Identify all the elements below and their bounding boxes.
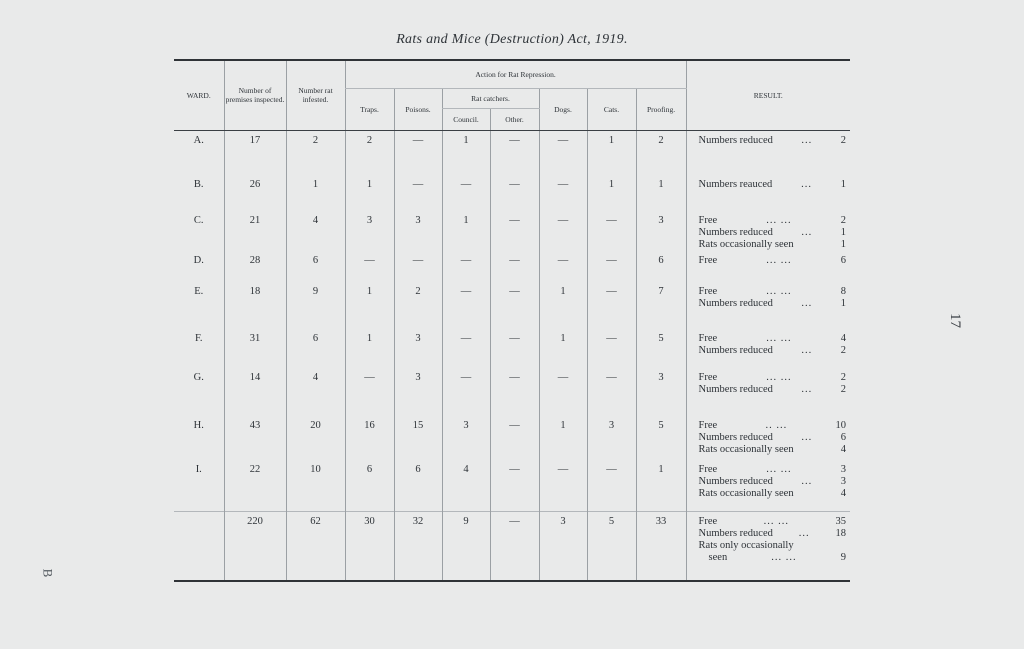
cell-ward [174,511,224,581]
result-count: 2 [840,372,847,383]
cell-council: 4 [442,460,490,511]
cell-result [686,251,850,282]
cell-proofing: 3 [636,368,686,416]
page-title: Rats and Mice (Destruction) Act, 1919. [396,32,628,47]
header-ward: WARD. [174,60,224,130]
result-line [687,333,851,345]
cell-other: — [490,282,539,329]
result-line [687,488,851,500]
result-leader-dots: ... [798,527,810,539]
cell-council: 3 [442,416,490,460]
result-count: 35 [835,515,847,527]
result-line [687,255,851,267]
result-line [687,239,851,251]
cell-infested: 9 [286,282,345,329]
cell-dogs: — [539,130,587,175]
cell-council: — [442,251,490,282]
cell-dogs: — [539,175,587,211]
table-row [174,175,850,211]
cell-traps: 16 [345,416,394,460]
result-line [687,540,851,552]
result-count: 4 [840,488,847,499]
header-rat-infested: Number rat infested. [286,60,345,130]
result-leader-dots: ... [801,384,813,395]
header-poisons: Poisons. [394,88,442,130]
result-label: Numbers reduced [698,227,773,238]
cell-result [686,460,850,511]
cell-result [686,368,850,416]
result-label: Numbers reduced [698,476,773,487]
result-count: 3 [840,476,847,487]
result-label: Rats occasionally seen [698,488,794,499]
table-row [174,329,850,368]
cell-ward: A. [193,134,204,146]
cell-poisons: — [394,251,442,282]
cell-council: 1 [442,211,490,251]
cell-cats: — [587,329,636,368]
result-leader-dots: ... [801,298,813,309]
cell-premises: 21 [224,211,286,251]
cell-poisons: 2 [394,282,442,329]
cell-cats: — [587,368,636,416]
cell-premises: 43 [224,416,286,460]
cell-premises: 14 [224,368,286,416]
cell-cats: 3 [587,416,636,460]
totals-row [174,511,850,581]
cell-council: — [442,329,490,368]
cell-dogs: 1 [539,282,587,329]
header-dogs: Dogs. [539,88,587,130]
cell-cats: 1 [587,175,636,211]
cell-other: — [490,329,539,368]
result-count: 2 [840,345,847,356]
cell-traps: 1 [345,175,394,211]
cell-premises: 17 [224,130,286,175]
cell-proofing: 5 [636,416,686,460]
cell-traps: 2 [345,130,394,175]
table-row [174,251,850,282]
result-leader-dots: ... [801,476,813,487]
result-label: Numbers reduced [698,527,773,539]
cell-infested: 10 [286,460,345,511]
result-line [687,432,851,444]
cell-ward: D. [193,255,204,266]
result-line [687,528,851,540]
cell-other: — [490,251,539,282]
cell-dogs: 3 [539,511,587,581]
result-leader-dots: ... [801,134,813,146]
cell-cats: — [587,282,636,329]
result-line [687,135,851,147]
cell-proofing: 3 [636,211,686,251]
table-row [174,211,850,251]
cell-premises: 18 [224,282,286,329]
cell-other: — [490,511,539,581]
page-number: 17 [947,313,963,328]
cell-proofing: 2 [636,130,686,175]
cell-other: — [490,175,539,211]
result-count: 6 [840,255,847,266]
cell-dogs: — [539,211,587,251]
result-line [687,420,851,432]
cell-premises: 28 [224,251,286,282]
cell-poisons: — [394,175,442,211]
result-leader-dots [794,488,841,500]
result-label: Numbers reduced [698,134,773,146]
table-row [174,130,850,175]
cell-traps: 3 [345,211,394,251]
cell-infested: 6 [286,251,345,282]
cell-dogs: 1 [539,329,587,368]
header-premises-inspected: Number of premises inspected. [224,60,286,130]
header-proofing: Proofing. [636,88,686,130]
result-count: 1 [840,239,847,250]
result-label: Free [698,215,718,226]
margin-mark: B [40,568,56,578]
cell-ward: E. [194,286,204,297]
cell-result [686,511,850,581]
cell-result [686,329,850,368]
result-count: 1 [840,179,847,190]
cell-ward: I. [195,464,202,475]
result-count: 2 [840,384,847,395]
cell-council: 9 [442,511,490,581]
cell-traps: — [345,251,394,282]
result-label: Numbers reduced [698,384,773,395]
cell-poisons: 6 [394,460,442,511]
cell-cats: 1 [587,130,636,175]
cell-traps: 1 [345,329,394,368]
result-label: Free [698,255,718,266]
result-leader-dots [794,444,841,456]
result-count: 1 [840,298,847,309]
result-count: 18 [835,527,847,539]
header-council: Council. [442,108,490,130]
cell-other: — [490,368,539,416]
cell-council: — [442,175,490,211]
cell-proofing: 33 [636,511,686,581]
cell-proofing: 1 [636,460,686,511]
cell-poisons: 3 [394,329,442,368]
result-count: 4 [840,444,847,455]
result-line [687,552,851,564]
cell-dogs: — [539,251,587,282]
result-line [687,345,851,357]
cell-other: — [490,460,539,511]
header-other: Other. [490,108,539,130]
cell-poisons: 15 [394,416,442,460]
cell-ward: H. [193,420,204,431]
cell-infested: 6 [286,329,345,368]
result-leader-dots: ... [801,179,812,190]
cell-ward: G. [193,372,204,383]
result-label: Free [698,464,718,475]
cell-infested: 4 [286,211,345,251]
cell-proofing: 5 [636,329,686,368]
cell-infested: 62 [286,511,345,581]
result-line [687,444,851,456]
result-line [687,227,851,239]
result-label: seen [708,551,728,563]
cell-cats: 5 [587,511,636,581]
result-leader-dots: ... ... [766,333,792,344]
cell-infested: 20 [286,416,345,460]
result-line [687,298,851,310]
result-count: 6 [840,432,847,443]
header-traps: Traps. [345,88,394,130]
result-label: Numbers reduced [698,345,773,356]
result-leader-dots: ... ... [766,464,792,475]
cell-premises: 31 [224,329,286,368]
header-result: RESULT. [686,60,850,130]
result-leader-dots: ... ... [766,215,792,226]
result-label: Rats occasionally seen [698,444,794,455]
cell-proofing: 6 [636,251,686,282]
result-line [687,384,851,396]
cell-dogs: — [539,460,587,511]
result-leader-dots: ... [801,432,813,443]
cell-premises: 22 [224,460,286,511]
result-label: Free [698,420,718,431]
result-label: Free [698,333,718,344]
cell-result [686,416,850,460]
result-leader-dots: ... ... [763,515,790,527]
result-count: 8 [840,286,847,297]
result-line [687,516,851,528]
cell-traps: 30 [345,511,394,581]
result-count: 9 [840,551,847,563]
result-count: 2 [840,215,847,226]
result-leader-dots: ... ... [766,372,792,383]
cell-council: — [442,368,490,416]
result-label: Rats occasionally seen [698,239,794,250]
table-row [174,416,850,460]
cell-proofing: 7 [636,282,686,329]
result-count: 2 [840,134,847,146]
table-row [174,368,850,416]
result-line [687,476,851,488]
cell-traps: — [345,368,394,416]
result-leader-dots [794,239,841,251]
cell-premises: 26 [224,175,286,211]
result-count: 4 [840,333,847,344]
cell-infested: 4 [286,368,345,416]
table-row [174,282,850,329]
cell-dogs: 1 [539,416,587,460]
cell-premises: 220 [224,511,286,581]
cell-cats: — [587,460,636,511]
cell-cats: — [587,211,636,251]
result-line [687,464,851,476]
table-row [174,460,850,511]
cell-ward: C. [193,215,204,226]
header-action-for-rat-repression: Action for Rat Repression. [345,60,686,88]
cell-traps: 6 [345,460,394,511]
cell-other: — [490,416,539,460]
cell-result [686,130,850,175]
cell-result [686,175,850,211]
result-leader-dots: ... ... [766,255,792,266]
result-count: 3 [840,464,847,475]
result-line [687,286,851,298]
cell-result [686,282,850,329]
cell-poisons: — [394,130,442,175]
result-line [687,372,851,384]
table-body [174,130,850,581]
cell-council: — [442,282,490,329]
cell-poisons: 32 [394,511,442,581]
cell-traps: 1 [345,282,394,329]
cell-proofing: 1 [636,175,686,211]
result-leader-dots: ... ... [771,551,797,563]
cell-ward: F. [194,333,203,344]
cell-poisons: 3 [394,211,442,251]
cell-cats: — [587,251,636,282]
result-label: Free [698,372,718,383]
cell-dogs: — [539,368,587,416]
cell-infested: 2 [286,130,345,175]
rat-repression-table [174,59,850,582]
header-rat-catchers: Rat catchers. [442,88,539,108]
result-leader-dots: ... [801,227,813,238]
cell-infested: 1 [286,175,345,211]
result-leader-dots: ... ... [766,286,792,297]
result-label: Numbers reauced [698,179,773,190]
result-label: Free [698,515,718,527]
cell-result [686,211,850,251]
result-label: Free [698,286,718,297]
result-label: Numbers reduced [698,298,773,309]
cell-ward: B. [193,179,204,190]
result-leader-dots: ... [801,345,813,356]
result-label: Numbers reduced [698,432,773,443]
header-cats: Cats. [587,88,636,130]
result-count: 1 [840,227,847,238]
cell-other: — [490,211,539,251]
cell-poisons: 3 [394,368,442,416]
cell-council: 1 [442,130,490,175]
result-leader-dots: .. ... [765,420,788,431]
result-line [687,215,851,227]
result-line [687,179,851,191]
result-label: Rats only occasionally [698,539,794,551]
result-count: 10 [835,420,847,431]
cell-other: — [490,130,539,175]
